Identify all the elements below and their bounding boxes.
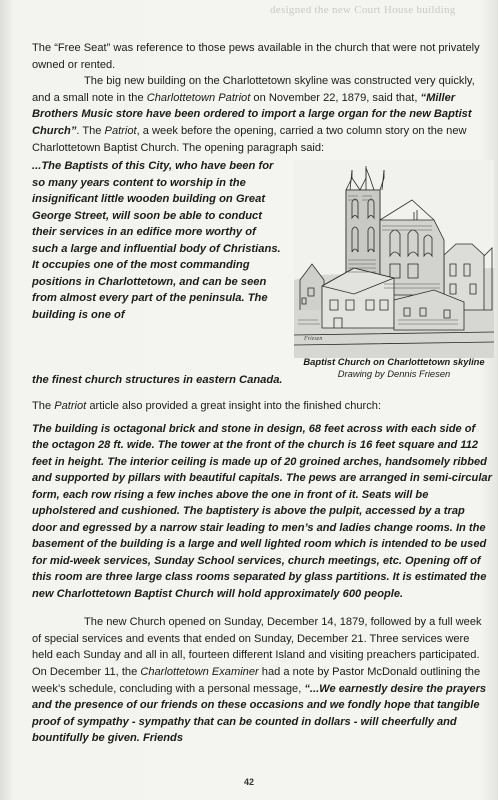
text-run: on November 22, 1879, said that, (250, 91, 421, 104)
figure-caption: Baptist Church on Charlottetown skyline (303, 356, 485, 368)
opening-quote-text: ...The Baptists of this City, who have been for so many years content to worship in the insignificant little wooden building on Great George Street, will soon be able to conduct their services in an edifice more worthy of such a large and influential body of Christians. It occupies one of the most commanding positions in Charlottetown, and can be seen from almost every part of the peninsula. The building is one of (32, 160, 281, 321)
church-sketch-image (294, 160, 494, 358)
publication-name: Charlottetown Patriot (146, 91, 251, 104)
opening-quote-block (32, 158, 492, 390)
publication-name: Patriot (104, 124, 137, 137)
page-number: 42 (243, 777, 254, 787)
figure-credit: Drawing by Dennis Friesen (337, 368, 451, 380)
artist-signature: Friesen (304, 336, 323, 343)
opening-quote-tail: the finest church structures in eastern Canada. (32, 374, 283, 387)
text-run: The (32, 400, 55, 413)
bleed-through-text: designed the new Court House building (270, 4, 456, 16)
text-run: The big new building on the Charlottetown skyline was constructed very quickly, and a small note in the (32, 75, 475, 104)
publication-name: Patriot (54, 400, 87, 413)
text-run: The new Church opened on Sunday, December 14, 1879, followed by a full week of special services and events that ended on Sunday, December 21. Three services were held each Sunday and all in all, fourteen different Island and visiting preachers participated. On December 11, the (32, 616, 482, 679)
pastor-message-quote: “...We earnestly desire the prayers and the presence of our friends on these occasions and we fondly hope that tangible proof of sympathy - sympathy that can be counted in dollars - will cheerfully and bountifully be given. Friends (32, 682, 487, 745)
building-description-quote: The building is octagonal brick and stone in design, 68 feet across with each side of the octagon 28 ft. wide. The tower at the front of the church is 16 feet square and 112 feet in height. The interior ceiling is made up of 20 groined arches, handsomely ribbed and supported by pillars with beautiful capitals. The pews are arranged in semi-circular form, each row rising a few inches above the one in front of it. Seats will be upholstered and cushioned. The baptistery is above the pulpit, accessed by a trap door and egressed by a narrow stair leading to men’s and ladies change rooms. In the basement of the building is a large and well lighted room which is intended to be used for mid-week services, Sunday School services, church meetings, etc. Opening off of this room are three large class rooms separated by glass partitions. It is estimated the new Charlottetown Baptist Church will hold approximately 600 people. (32, 422, 492, 600)
text-run: , a week before the opening, carried a two column story on the new Charlottetown Baptist Church. The opening paragraph said: (32, 124, 467, 154)
organ-quote: “Miller Brothers Music store have been ordered to import a large organ for the new Baptist Church” (32, 91, 472, 137)
page-content (32, 40, 492, 747)
paragraph-new-building (32, 73, 492, 156)
church-drawing (294, 160, 494, 360)
text-run: . The (76, 124, 105, 137)
paragraph-patriot-insight (32, 398, 492, 415)
paragraph-free-seat: The “Free Seat” was reference to those pews available in the church that were not privately owned or rented. (32, 42, 480, 71)
publication-name: Charlottetown Examiner (140, 666, 259, 679)
paragraph-church-opening (32, 614, 492, 747)
text-run: had a note by Pastor McDonald outlining the week’s schedule, concluding with a personal message, (32, 666, 481, 695)
text-run: article also provided a great insight into the finished church: (86, 400, 382, 413)
